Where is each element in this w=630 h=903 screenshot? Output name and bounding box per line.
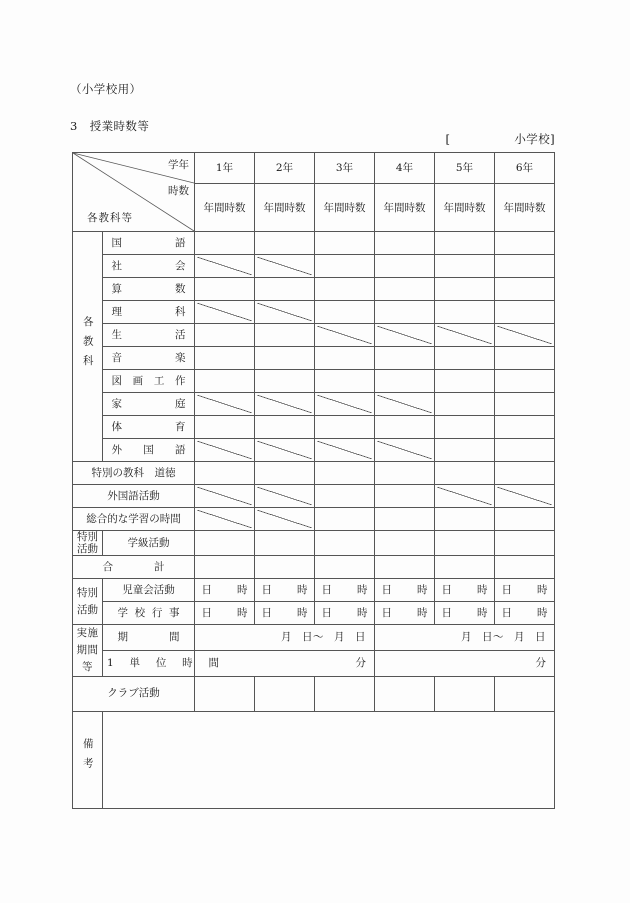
row-label-unit-time: 1単位時間 (103, 650, 195, 676)
table-row (73, 579, 555, 602)
value-cell[interactable] (255, 324, 315, 347)
value-cell-day-hour[interactable]: 日 時 (195, 579, 255, 602)
table-row (73, 439, 555, 462)
grade-header-1: 1年 (195, 153, 255, 184)
value-cell[interactable] (375, 232, 435, 255)
value-cell-blocked (195, 508, 255, 531)
value-cell[interactable] (435, 508, 495, 531)
grade-header-6: 6年 (495, 153, 555, 184)
row-label-moral-education: 特別の教科 道徳 (73, 462, 195, 485)
remarks-input-area[interactable] (103, 711, 555, 808)
value-cell-day-hour[interactable]: 日 時 (495, 602, 555, 625)
group-label-implementation-period (73, 625, 103, 676)
value-cell-blocked (375, 324, 435, 347)
value-cell[interactable] (495, 301, 555, 324)
table-row (73, 485, 555, 508)
value-cell[interactable] (195, 324, 255, 347)
unit-time-cell-first[interactable] (195, 650, 375, 676)
club-value-cell[interactable] (495, 676, 555, 711)
value-cell[interactable] (435, 347, 495, 370)
table-row (73, 232, 555, 255)
bracket-open: [ (445, 132, 451, 146)
value-cell-day-hour[interactable]: 日 時 (435, 602, 495, 625)
value-cell-blocked (255, 301, 315, 324)
value-cell[interactable] (315, 531, 375, 556)
value-cell[interactable] (375, 531, 435, 556)
value-cell-blocked (495, 485, 555, 508)
value-cell[interactable] (375, 301, 435, 324)
subject-name-sansu: 算数 (103, 278, 195, 301)
value-cell[interactable] (315, 347, 375, 370)
value-cell[interactable] (495, 232, 555, 255)
grade-header-3: 3年 (315, 153, 375, 184)
value-cell-blocked (195, 393, 255, 416)
table-row (73, 255, 555, 278)
value-cell[interactable] (255, 416, 315, 439)
row-label-school-events: 学校行事 (103, 602, 195, 625)
subject-name-taiiku: 体育 (103, 416, 195, 439)
value-cell[interactable] (435, 416, 495, 439)
hours-header-1: 年間時数 (195, 184, 255, 232)
value-cell[interactable] (375, 508, 435, 531)
total-value-cell[interactable] (375, 556, 435, 579)
club-value-cell[interactable] (435, 676, 495, 711)
table-row (73, 416, 555, 439)
value-cell-blocked (255, 255, 315, 278)
table-row (73, 650, 555, 676)
value-cell-day-hour[interactable]: 日 時 (195, 602, 255, 625)
table-row-remarks (73, 711, 555, 808)
value-cell-blocked (255, 439, 315, 462)
table-row-total (73, 556, 555, 579)
value-cell[interactable] (495, 531, 555, 556)
value-cell[interactable] (255, 232, 315, 255)
table-header-grades (73, 153, 555, 184)
corner-subject-label: 各教科等 (87, 211, 133, 224)
section-number: 3 (70, 119, 78, 133)
row-label-student-council: 児童会活動 (103, 579, 195, 602)
group-label-subjects (73, 232, 103, 462)
value-cell-day-hour[interactable]: 日 時 (315, 602, 375, 625)
value-cell[interactable] (195, 462, 255, 485)
grade-header-4: 4年 (375, 153, 435, 184)
value-cell[interactable] (435, 439, 495, 462)
value-cell[interactable] (195, 531, 255, 556)
value-cell[interactable] (375, 278, 435, 301)
value-cell-blocked (435, 485, 495, 508)
value-cell[interactable] (315, 301, 375, 324)
document-note: （小学校用） (70, 82, 142, 96)
value-cell[interactable] (255, 370, 315, 393)
hours-header-6: 年間時数 (495, 184, 555, 232)
remarks-label-text: 備考 (81, 738, 94, 778)
value-cell[interactable] (495, 370, 555, 393)
value-cell-blocked (315, 324, 375, 347)
value-cell[interactable] (315, 370, 375, 393)
grade-header-5: 5年 (435, 153, 495, 184)
value-cell[interactable] (435, 232, 495, 255)
value-cell[interactable] (435, 370, 495, 393)
value-cell[interactable] (195, 278, 255, 301)
table-row (73, 278, 555, 301)
value-cell[interactable] (315, 416, 375, 439)
corner-hours-label: 時数 (168, 185, 189, 197)
value-cell[interactable] (435, 301, 495, 324)
table-row (73, 347, 555, 370)
row-label-class-activities: 学級活動 (103, 531, 195, 556)
school-label: 小学校] (514, 132, 555, 146)
unit-time-cell-second[interactable] (375, 650, 555, 676)
total-value-cell[interactable] (495, 556, 555, 579)
table-row (73, 462, 555, 485)
minutes-unit-second: 分 (535, 657, 546, 670)
value-cell-blocked (435, 324, 495, 347)
subject-name-zuga-kosaku: 図画工作 (103, 370, 195, 393)
table-row (73, 393, 555, 416)
subject-name-seikatsu: 生活 (103, 324, 195, 347)
total-value-cell[interactable] (255, 556, 315, 579)
value-cell[interactable] (375, 485, 435, 508)
value-cell[interactable] (375, 255, 435, 278)
value-cell[interactable] (255, 531, 315, 556)
value-cell-day-hour[interactable]: 日 時 (255, 579, 315, 602)
value-cell-day-hour[interactable]: 日 時 (435, 579, 495, 602)
value-cell-blocked (375, 393, 435, 416)
value-cell-day-hour[interactable]: 日 時 (495, 579, 555, 602)
value-cell[interactable] (435, 255, 495, 278)
table-row (73, 508, 555, 531)
value-cell[interactable] (495, 508, 555, 531)
table-row (73, 370, 555, 393)
value-cell[interactable] (375, 416, 435, 439)
value-cell[interactable] (315, 508, 375, 531)
subject-name-shakai: 社会 (103, 255, 195, 278)
remarks-label (73, 711, 103, 808)
value-cell-day-hour[interactable]: 日 時 (315, 579, 375, 602)
value-cell[interactable] (255, 347, 315, 370)
value-cell[interactable] (495, 462, 555, 485)
value-cell[interactable] (315, 462, 375, 485)
value-cell[interactable] (375, 347, 435, 370)
hours-header-5: 年間時数 (435, 184, 495, 232)
value-cell[interactable] (435, 278, 495, 301)
value-cell[interactable] (315, 232, 375, 255)
subject-name-kokugo: 国語 (103, 232, 195, 255)
value-cell[interactable] (255, 462, 315, 485)
value-cell-blocked (255, 393, 315, 416)
subject-name-katei: 家庭 (103, 393, 195, 416)
implementation-label-text: 実施期間等 (76, 627, 99, 673)
period-range-cell-first[interactable] (195, 625, 375, 651)
value-cell[interactable] (495, 416, 555, 439)
value-cell[interactable] (315, 255, 375, 278)
value-cell-blocked (255, 485, 315, 508)
value-cell[interactable] (435, 393, 495, 416)
value-cell-blocked (195, 485, 255, 508)
total-value-cell[interactable] (195, 556, 255, 579)
value-cell-day-hour[interactable]: 日 時 (375, 579, 435, 602)
group-label-subjects-text: 各教科 (81, 315, 94, 375)
value-cell-blocked (315, 393, 375, 416)
value-cell[interactable] (315, 485, 375, 508)
value-cell-blocked (495, 324, 555, 347)
class-hours-table (72, 152, 555, 809)
row-label-period: 期間 (103, 625, 195, 651)
row-label-club-activities: クラブ活動 (73, 676, 195, 711)
value-cell[interactable] (495, 393, 555, 416)
subject-name-rika: 理科 (103, 301, 195, 324)
value-cell[interactable] (495, 347, 555, 370)
total-value-cell[interactable] (435, 556, 495, 579)
value-cell[interactable] (315, 278, 375, 301)
value-cell-blocked (195, 439, 255, 462)
value-cell[interactable] (495, 439, 555, 462)
subject-name-ongaku: 音楽 (103, 347, 195, 370)
table-row (73, 531, 555, 556)
table-row (73, 625, 555, 651)
value-cell[interactable] (375, 370, 435, 393)
value-cell[interactable] (195, 416, 255, 439)
value-cell[interactable] (195, 347, 255, 370)
table-row (73, 301, 555, 324)
value-cell-blocked (195, 301, 255, 324)
minutes-unit-first: 分 (355, 657, 366, 670)
value-cell[interactable] (495, 278, 555, 301)
row-label-special-activities-group: 特別活動 (73, 531, 103, 556)
value-cell[interactable] (255, 278, 315, 301)
period-range-text-second: 月 日〜 月 日 (461, 631, 546, 644)
club-value-cell[interactable] (195, 676, 255, 711)
hours-header-4: 年間時数 (375, 184, 435, 232)
table-row (73, 676, 555, 711)
group-label-special-activities: 特別活動 (73, 579, 103, 625)
value-cell-blocked (375, 439, 435, 462)
section-title: 授業時数等 (89, 119, 150, 133)
corner-header-cell (73, 153, 195, 232)
row-label-total: 合計 (73, 556, 195, 579)
table-row (73, 602, 555, 625)
table-row (73, 324, 555, 347)
club-value-cell[interactable] (375, 676, 435, 711)
value-cell[interactable] (495, 255, 555, 278)
hours-header-3: 年間時数 (315, 184, 375, 232)
corner-grade-label: 学年 (168, 159, 189, 171)
period-range-text-first: 月 日〜 月 日 (281, 631, 366, 644)
value-cell-day-hour[interactable]: 日 時 (375, 602, 435, 625)
value-cell[interactable] (195, 232, 255, 255)
club-value-cell[interactable] (255, 676, 315, 711)
grade-header-2: 2年 (255, 153, 315, 184)
period-range-cell-second[interactable] (375, 625, 555, 651)
hours-header-2: 年間時数 (255, 184, 315, 232)
club-value-cell[interactable] (315, 676, 375, 711)
value-cell-blocked (255, 508, 315, 531)
row-label-integrated-study: 総合的な学習の時間 (73, 508, 195, 531)
value-cell-blocked (195, 255, 255, 278)
value-cell[interactable] (375, 462, 435, 485)
value-cell[interactable] (435, 531, 495, 556)
subject-name-gaikokugo: 外国語 (103, 439, 195, 462)
value-cell[interactable] (195, 370, 255, 393)
value-cell-day-hour[interactable]: 日 時 (255, 602, 315, 625)
value-cell[interactable] (435, 462, 495, 485)
value-cell-blocked (315, 439, 375, 462)
row-label-foreign-language-activities: 外国語活動 (73, 485, 195, 508)
total-value-cell[interactable] (315, 556, 375, 579)
school-name-line (70, 131, 555, 147)
